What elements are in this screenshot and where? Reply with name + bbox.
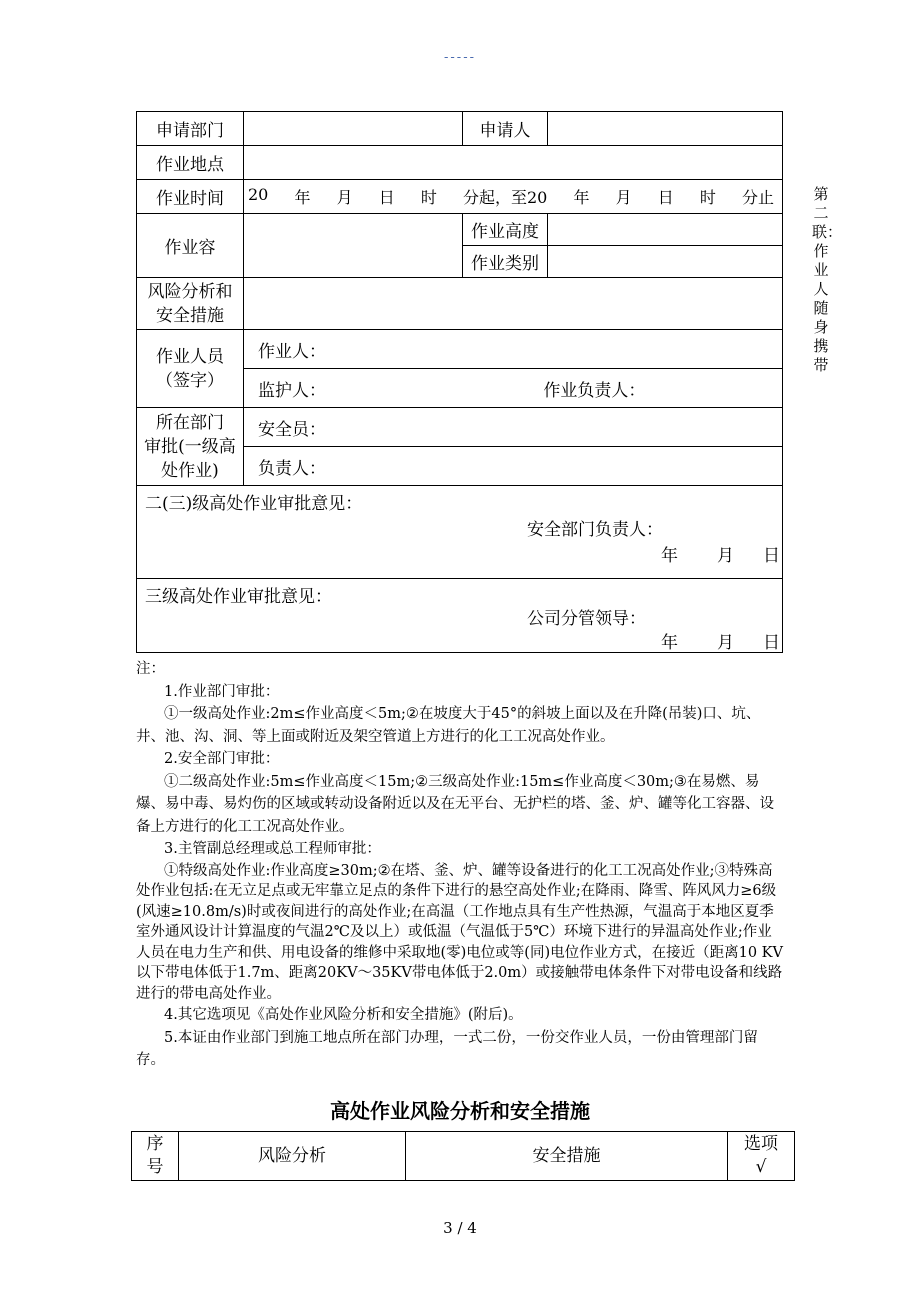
safety-officer-label: 安全员： xyxy=(258,419,326,440)
dept-approval-line2: 审批(一级高 xyxy=(144,436,236,457)
note-item: 4.其它选项见《高处作业风险分析和安全措施》(附后)。 xyxy=(164,1007,523,1023)
time-part: 年 xyxy=(573,188,590,207)
content-label: 作业容 xyxy=(137,214,244,278)
personnel-label-line1: 作业人员 xyxy=(156,346,224,367)
note-item: ①特级高处作业:作业高度≥30m;②在塔、釜、炉、罐等设备进行的化工工况高处作业;③特殊高处作业包括:在无立足点或无牢靠立足点的条件下进行的悬空高处作业;在降雨、降雪、阵风风力≥6级(风速≥10.8m/s)时或夜间进行的高处作业;在高温（工作地点具有生产性热源，气温高于本地区夏季室外通风设计计算温度的气温2℃及以上）或低温（气温低于5℃）环境下进行的异温高处作业;作业人员在电力生产和供、用电设备的维修中采取地(零)电位或等(同)电位作业方式，在接近（距离10 KV以下带电体低于1.7m、距离20KV～35KV带电体低于2.0m）或接触带电体条件下对带电设备和线路进行的带电高处作业。 xyxy=(136,862,783,1002)
height-label: 作业高度 xyxy=(463,214,548,246)
date-day: 日 xyxy=(763,546,780,566)
applicant-label: 申请人 xyxy=(463,112,548,146)
risk-label-line1: 风险分析和 xyxy=(147,281,233,302)
date-month: 月 xyxy=(717,546,734,566)
height-field[interactable] xyxy=(548,214,783,246)
risk-table-title: 高处作业风险分析和安全措施 xyxy=(330,1099,590,1123)
leader-label: 作业负责人： xyxy=(543,380,646,401)
dept-approval-line1: 所在部门 xyxy=(156,412,224,433)
time-part: 月 xyxy=(336,188,353,207)
risk-table xyxy=(131,1131,795,1181)
risk-measures-label xyxy=(137,278,244,330)
notes-heading: 注： xyxy=(136,661,165,677)
time-label: 作业时间 xyxy=(137,180,244,214)
date-day: 日 xyxy=(763,633,780,653)
note-item: ①二级高处作业:5m≤作业高度＜15m;②三级高处作业:15m≤作业高度＜30m;③在易燃、易爆、易中毒、易灼伤的区域或转动设备附近以及在无平台、无护栏的塔、釜、炉、罐等化工容器、设备上方进行的化工工况高处作业。 xyxy=(136,773,774,835)
note-item: 5.本证由作业部门到施工地点所在部门办理，一式二份，一份交作业人员，一份由管理部门留存。 xyxy=(136,1029,758,1068)
guardian-signature-field[interactable] xyxy=(244,369,783,408)
header-mark: ----- xyxy=(444,50,476,65)
col-no-line1: 序 xyxy=(146,1134,164,1154)
date-year: 年 xyxy=(661,633,678,653)
personnel-label-line2: （签字） xyxy=(156,370,224,391)
responsible-field[interactable] xyxy=(244,447,783,486)
time-part: 年 xyxy=(294,188,311,207)
worker-signature-field[interactable] xyxy=(244,330,783,369)
note-item: 3.主管副总经理或总工程师审批： xyxy=(164,841,381,857)
time-part: 时 xyxy=(699,188,716,207)
date-year: 年 xyxy=(661,546,678,566)
date-month: 月 xyxy=(717,633,734,653)
col-risk-header: 风险分析 xyxy=(179,1132,406,1181)
safety-officer-field[interactable] xyxy=(244,408,783,447)
time-part: 日 xyxy=(657,188,674,207)
work-permit-form xyxy=(136,111,783,653)
risk-measures-field[interactable] xyxy=(244,278,783,330)
time-field[interactable] xyxy=(244,180,783,214)
responsible-label: 负责人： xyxy=(258,458,326,479)
note-item: 2.安全部门审批： xyxy=(164,751,280,767)
personnel-label xyxy=(137,330,244,408)
col-measure-header: 安全措施 xyxy=(406,1132,728,1181)
page-number: 3 / 4 xyxy=(443,1219,477,1237)
worker-label: 作业人： xyxy=(258,341,326,362)
level3-approval-section[interactable] xyxy=(137,579,783,653)
level23-opinion-label: 二(三)级高处作业审批意见： xyxy=(145,494,363,514)
time-part: 日 xyxy=(378,188,395,207)
content-field[interactable] xyxy=(244,214,463,278)
company-leader-label: 公司分管领导： xyxy=(527,609,646,629)
col-option-header xyxy=(728,1132,795,1181)
location-field[interactable] xyxy=(244,146,783,180)
col-option-line1: 选项 xyxy=(744,1134,778,1154)
time-part: 分起，至20 xyxy=(462,188,548,207)
note-item: 1.作业部门审批： xyxy=(164,683,280,700)
level3-opinion-label: 三级高处作业审批意见： xyxy=(145,587,332,607)
dept-approval-line3: 处作业) xyxy=(161,460,219,481)
location-label: 作业地点 xyxy=(137,146,244,180)
notes-section xyxy=(136,658,786,1072)
risk-label-line2: 安全措施 xyxy=(156,305,224,326)
level23-approval-section[interactable] xyxy=(137,486,783,579)
guardian-label: 监护人： xyxy=(258,380,326,401)
applicant-field[interactable] xyxy=(548,112,783,146)
category-label: 作业类别 xyxy=(463,246,548,278)
col-no-header xyxy=(132,1132,179,1181)
dept-approval-label xyxy=(137,408,244,486)
time-part: 20 xyxy=(248,185,269,204)
applicant-dept-field[interactable] xyxy=(244,112,463,146)
note-item: ①一级高处作业:2m≤作业高度＜5m;②在坡度大于45°的斜坡上面以及在升降(吊装)口、坑、井、池、沟、洞、等上面或附近及架空管道上方进行的化工工况高处作业。 xyxy=(136,706,761,745)
applicant-dept-label: 申请部门 xyxy=(137,112,244,146)
side-note: 第二联：作业人随身携带 xyxy=(812,185,843,374)
time-part: 月 xyxy=(615,188,632,207)
col-option-line2: √ xyxy=(755,1157,767,1177)
safety-head-label: 安全部门负责人： xyxy=(527,520,663,540)
time-part: 时 xyxy=(420,188,437,207)
time-part: 分止 xyxy=(741,188,774,207)
category-field[interactable] xyxy=(548,246,783,278)
col-no-line2: 号 xyxy=(146,1157,164,1177)
